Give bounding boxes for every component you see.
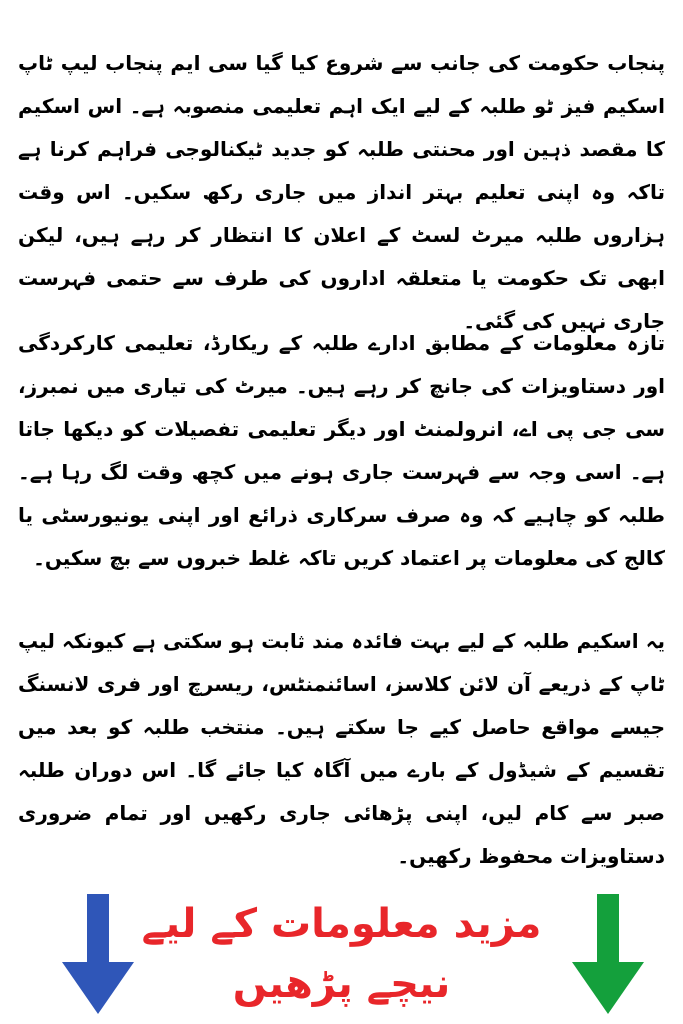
article-paragraph-3: یہ اسکیم طلبہ کے لیے بہت فائدہ مند ثابت ہو سکتی ہے کیونکہ لیپ ٹاپ کے ذریعے آن لائن کلاسز، اسائنمنٹس، ریسرچ اور فری لانسنگ جیسے مواقع حاصل کیے جا سکتے ہیں۔ منتخب طلبہ کو بعد میں تقسیم کے شیڈول کے بارے میں آگاہ کیا جائے گا۔ اس دوران طلبہ صبر سے کام لیں، اپنی پڑھائی جاری رکھیں اور تمام ضروری دستاویزات محفوظ رکھیں۔: [18, 629, 665, 868]
blue-arrow-down-icon: [58, 890, 138, 1018]
read-more-heading: مزید معلومات کے لیے: [141, 901, 542, 947]
article-paragraph-1: پنجاب حکومت کی جانب سے شروع کیا گیا سی ایم پنجاب لیپ ٹاپ اسکیم فیز ٹو طلبہ کے لیے ایک اہم تعلیمی منصوبہ ہے۔ اس اسکیم کا مقصد ذہین اور محنتی طلبہ کو جدید ٹیکنالوجی فراہم کرنا ہے تاکہ وہ اپنی تعلیم بہتر انداز میں جاری رکھ سکیں۔ اس وقت ہزاروں طلبہ میرٹ لسٹ کے اعلان کا انتظار کر رہے ہیں، لیکن ابھی تک حکومت یا متعلقہ اداروں کی طرف سے حتمی فہرست جاری نہیں کی گئی۔: [18, 51, 665, 333]
read-below-heading: نیچے پڑھیں: [232, 961, 451, 1007]
article-paragraph-2: تازہ معلومات کے مطابق ادارے طلبہ کے ریکارڈ، تعلیمی کارکردگی اور دستاویزات کی جانچ کر رہے ہیں۔ میرٹ کی تیاری میں نمبرز، سی جی پی اے، انرولمنٹ اور دیگر تعلیمی تفصیلات کو دیکھا جاتا ہے۔ اسی وجہ سے فہرست جاری ہونے میں کچھ وقت لگ رہا ہے۔ طلبہ کو چاہیے کہ وہ صرف سرکاری ذرائع اور اپنی یونیورسٹی یا کالج کی معلومات پر اعتماد کریں تاکہ غلط خبروں سے بچ سکیں۔: [18, 331, 665, 570]
green-arrow-down-icon: [568, 890, 648, 1018]
